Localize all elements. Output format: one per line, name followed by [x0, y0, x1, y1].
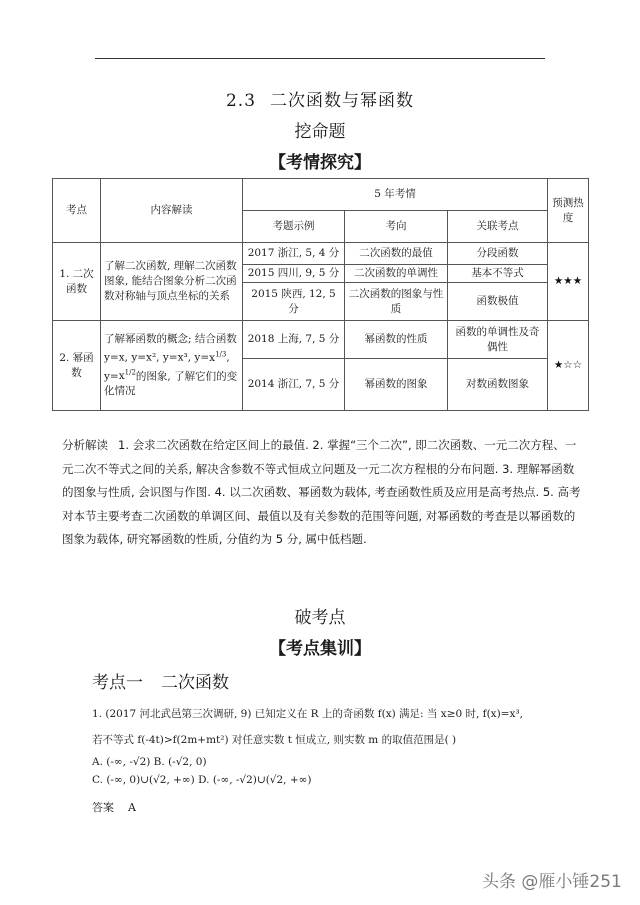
part1-title: 挖命题 [294, 122, 346, 142]
header-guanlian: 关联考点 [448, 211, 548, 243]
row2-neirong-part-a: 了解幂函数的概念; 结合函数 y=x, y=x², y=x³, y= [104, 333, 237, 364]
analysis-text: 1. 会求二次函数在给定区间上的最值. 2. 掌握“三个二次”, 即二次函数、一元二次方程、一元二次不等式之间的关系, 解决含参数不等式恒成立问题及一元二次方程根的分布问题. 3. 理解幂函数的图象与性质, 会识图与作图. 4. 以二次函数、幂函数为载体, 考查函数性质及应用是高考热点. 5. 高考对本节主要考查二次函数的单调区间、最值以及有关参数的范围等问题, 对幂函数的考查是以幂函数的图象为载体, 研究幂函数的性质, 分值约为 5 分, 属中低档题. [62, 438, 581, 547]
row1-shili-1: 2017 浙江, 5, 4 分 [243, 243, 345, 265]
watermark: 头条 @雁小锤251 [482, 872, 622, 892]
header-yuce: 预测热度 [548, 179, 589, 243]
row2-shili-2: 2014 浙江, 7, 5 分 [243, 359, 345, 411]
kaodian1-label: 考点一 [92, 673, 143, 693]
question-line-1: 1. (2017 河北武邑第三次调研, 9) 已知定义在 R 上的奇函数 f(x) 满足: 当 x≥0 时, f(x)=x³, [92, 708, 523, 720]
row2-kaodian: 2. 幂函数 [53, 321, 101, 411]
question-line-2: 若不等式 f(-4t)>f(2m+mt²) 对任意实数 t 恒成立, 则实数 m 的取值范围是( ) [92, 734, 457, 746]
row1-hot-stars: ★★★ [548, 243, 589, 321]
header-5year: 5 年考情 [243, 179, 548, 211]
row1-guanlian-3: 函数极值 [448, 283, 548, 321]
question-options-ab: A. (-∞, -√2) B. (-√2, 0) [92, 756, 207, 768]
row2-guanlian-2: 对数函数图象 [448, 359, 548, 411]
row1-guanlian-2: 基本不等式 [448, 265, 548, 283]
header-kaoxiang: 考向 [345, 211, 448, 243]
part2-title: 破考点 [294, 608, 346, 628]
kaodian1-title: 二次函数 [161, 673, 229, 693]
analysis-lead: 分析解读 [62, 438, 108, 452]
part2-subtitle: 【考点集训】 [269, 639, 371, 659]
row1-kaoxiang-1: 二次函数的最值 [345, 243, 448, 265]
row2-neirong-part-c: 的图象, 了解它们的变化情况 [104, 370, 238, 397]
section-title-text: 二次函数与幂函数 [270, 91, 415, 111]
row1-neirong: 了解二次函数, 理解二次函数图象, 能结合图象分析二次函数对称轴与顶点坐标的关系 [101, 243, 243, 321]
row1-shili-3: 2015 陕西, 12, 5 分 [243, 283, 345, 321]
row2-neirong [101, 321, 243, 411]
analysis-paragraph [62, 434, 582, 552]
header-kaodian: 考点 [53, 179, 101, 243]
part1-subtitle: 【考情探究】 [269, 153, 371, 173]
row1-shili-2: 2015 四川, 9, 5 分 [243, 265, 345, 283]
row2-guanlian-1: 函数的单调性及奇偶性 [448, 321, 548, 359]
row2-shili-1: 2018 上海, 7, 5 分 [243, 321, 345, 359]
header-shili: 考题示例 [243, 211, 345, 243]
row1-kaoxiang-3: 二次函数的图象与性质 [345, 283, 448, 321]
section-number: 2.3 [225, 91, 257, 111]
kaodian1-heading [92, 668, 229, 693]
row2-kaoxiang-1: 幂函数的性质 [345, 321, 448, 359]
answer-value: A [128, 801, 136, 814]
row1-guanlian-1: 分段函数 [448, 243, 548, 265]
top-rule [95, 58, 545, 59]
exam-info-table [52, 178, 589, 411]
row2-kaoxiang-2: 幂函数的图象 [345, 359, 448, 411]
power-x-one-half: $x^{1/2}$ [118, 368, 136, 382]
header-neirong: 内容解读 [101, 179, 243, 243]
answer-label: 答案 [92, 801, 114, 814]
row1-kaoxiang-2: 二次函数的单调性 [345, 265, 448, 283]
section-title [0, 86, 640, 111]
row1-kaodian: 1. 二次函数 [53, 243, 101, 321]
question-options-cd: C. (-∞, 0)∪(√2, +∞) D. (-∞, -√2)∪(√2, +∞) [92, 774, 312, 786]
row2-hot-stars: ★☆☆ [548, 321, 589, 411]
power-x-one-third: $x^{1/3}$ [209, 350, 227, 364]
answer [92, 799, 136, 815]
row2-neirong-part-b: , y= [104, 351, 230, 382]
